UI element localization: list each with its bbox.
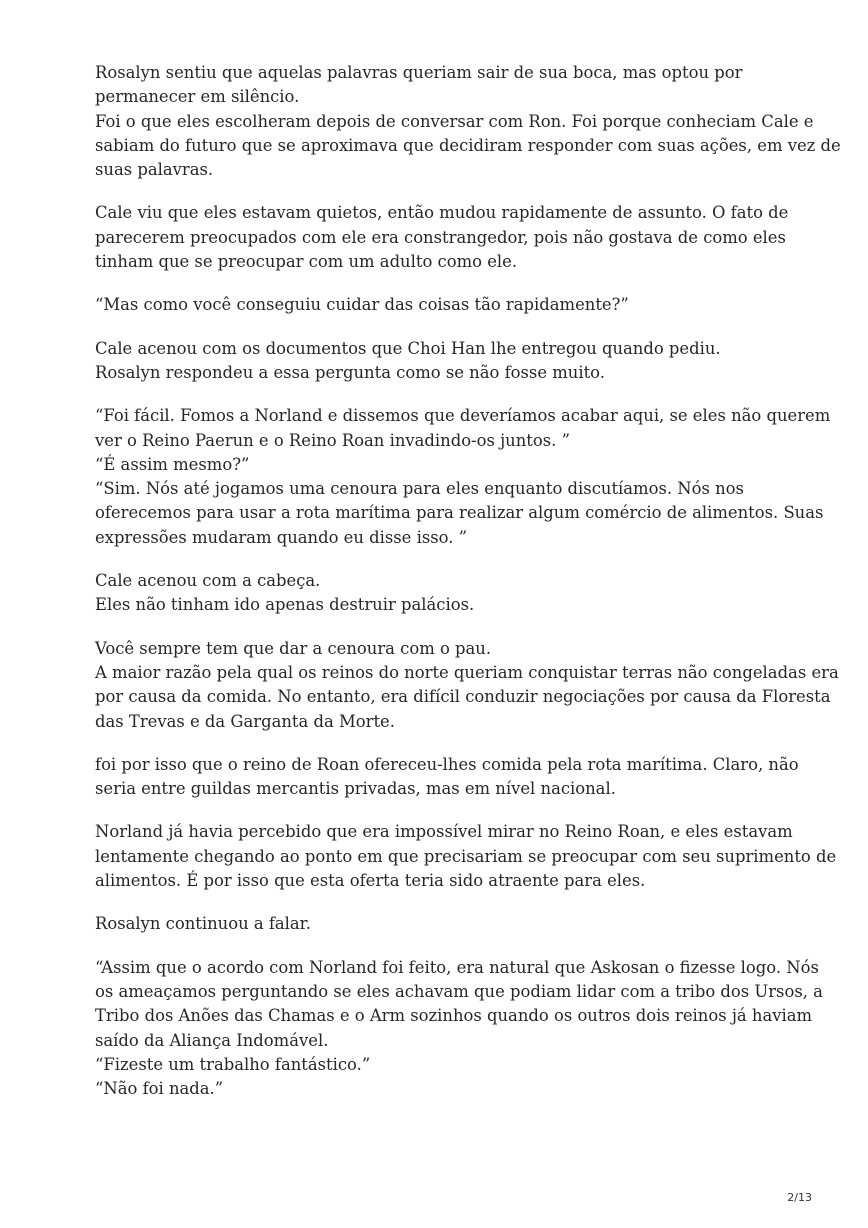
text-line: parecerem preocupados com ele era constrangedor, pois não gostava de como eles <box>95 227 786 247</box>
text-line: tinham que se preocupar com um adulto como ele. <box>95 252 518 272</box>
text-line: “Assim que o acordo com Norland foi feito, era natural que Askosan o fizesse logo. Nós <box>95 957 819 977</box>
paragraph <box>95 337 795 386</box>
text-line: “É assim mesmo?” <box>95 454 250 474</box>
text-line: “Mas como você conseguiu cuidar das coisas tão rapidamente?” <box>95 295 629 315</box>
text-line: “Não foi nada.” <box>95 1079 224 1099</box>
text-line: saído da Aliança Indomável. <box>95 1030 329 1050</box>
text-line: os ameaçamos perguntando se eles achavam que podiam lidar com a tribo dos Ursos, a <box>95 981 823 1001</box>
page-number: 2/13 <box>787 1191 812 1204</box>
text-line: Eles não tinham ido apenas destruir palácios. <box>95 595 475 615</box>
text-line: “Sim. Nós até jogamos uma cenoura para eles enquanto discutíamos. Nós nos <box>95 479 744 499</box>
paragraph <box>95 569 795 618</box>
text-line: sabiam do futuro que se aproximava que decidiram responder com suas ações, em vez de <box>95 135 841 155</box>
text-line: Rosalyn sentiu que aquelas palavras queriam sair de sua boca, mas optou por <box>95 63 743 82</box>
text-line: Cale acenou com os documentos que Choi Han lhe entregou quando pediu. <box>95 338 721 358</box>
text-line: ver o Reino Paerun e o Reino Roan invadindo-os juntos. ” <box>95 430 570 450</box>
text-line: suas palavras. <box>95 160 214 180</box>
text-line: alimentos. É por isso que esta oferta teria sido atraente para eles. <box>95 871 646 891</box>
text-line: A maior razão pela qual os reinos do norte queriam conquistar terras não congeladas era <box>95 662 839 682</box>
text-line: Rosalyn respondeu a essa pergunta como se não fosse muito. <box>95 362 605 382</box>
text-line: permanecer em silêncio. <box>95 87 300 107</box>
paragraph <box>95 293 795 317</box>
text-line: Norland já havia percebido que era impossível mirar no Reino Roan, e eles estavam <box>95 822 793 842</box>
text-line: por causa da comida. No entanto, era difícil conduzir negociações por causa da Floresta <box>95 687 831 707</box>
paragraph <box>95 956 823 1102</box>
text-line: Tribo dos Anões das Chamas e o Arm sozinhos quando os outros dois reinos já haviam <box>95 1006 813 1026</box>
paragraph <box>95 404 831 550</box>
document-body <box>95 61 841 1120</box>
text-line: Rosalyn continuou a falar. <box>95 914 311 934</box>
paragraph <box>95 637 839 734</box>
text-line: das Trevas e da Garganta da Morte. <box>95 711 395 731</box>
text-line: seria entre guildas mercantis privadas, mas em nível nacional. <box>95 779 616 799</box>
text-line: lentamente chegando ao ponto em que precisariam se preocupar com seu suprimento de <box>95 846 837 866</box>
text-line: “Fizeste um trabalho fantástico.” <box>95 1054 371 1074</box>
text-line: foi por isso que o reino de Roan ofereceu-lhes comida pela rota marítima. Claro, não <box>95 754 799 774</box>
paragraph <box>95 753 799 802</box>
text-line: Cale viu que eles estavam quietos, então mudou rapidamente de assunto. O fato de <box>95 203 789 223</box>
text-line: expressões mudaram quando eu disse isso. ” <box>95 527 468 547</box>
paragraph <box>95 820 837 893</box>
text-line: “Foi fácil. Fomos a Norland e dissemos que deveríamos acabar aqui, se eles não querem <box>95 406 831 426</box>
text-line: oferecemos para usar a rota marítima para realizar algum comércio de alimentos. Suas <box>95 503 824 523</box>
text-line: Foi o que eles escolheram depois de conversar com Ron. Foi porque conheciam Cale e <box>95 111 814 131</box>
paragraph <box>95 61 841 182</box>
text-line: Você sempre tem que dar a cenoura com o pau. <box>95 638 492 658</box>
paragraph <box>95 912 795 936</box>
paragraph <box>95 201 795 274</box>
text-line: Cale acenou com a cabeça. <box>95 571 321 591</box>
